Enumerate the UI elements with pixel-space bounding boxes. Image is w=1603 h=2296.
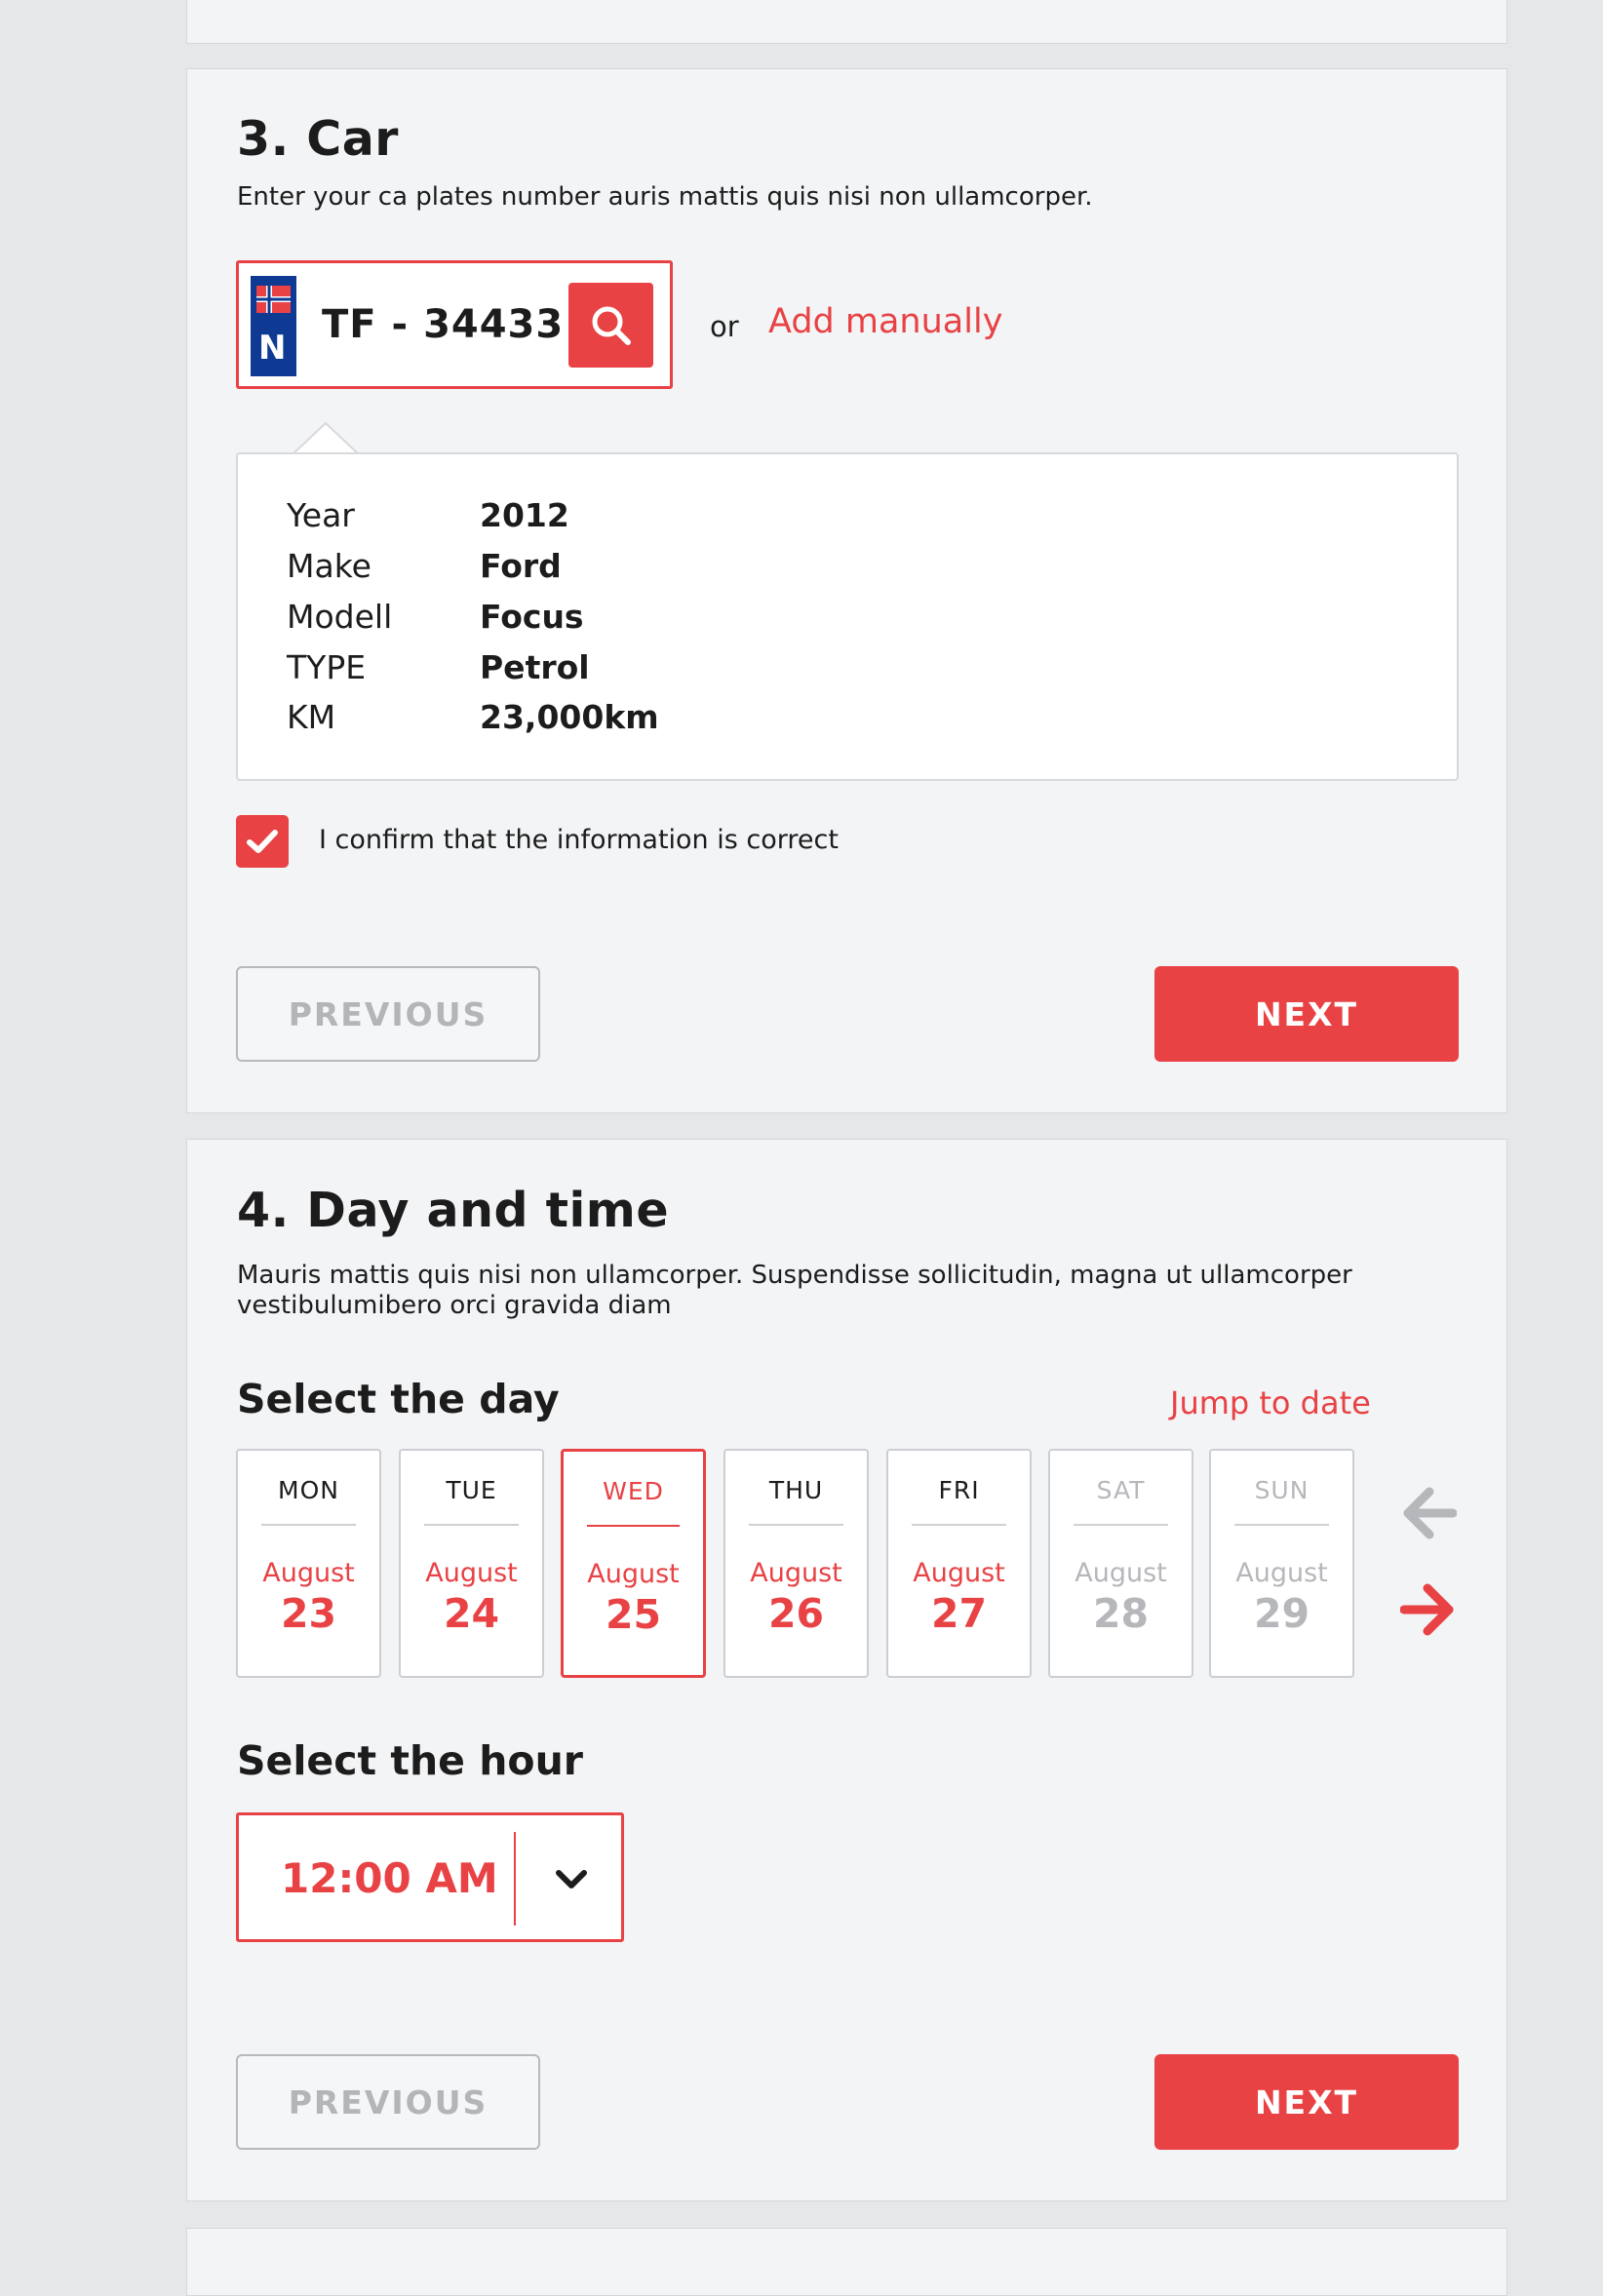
day-card-wed[interactable]: [561, 1449, 706, 1678]
day-card-fri[interactable]: [886, 1449, 1032, 1678]
jump-to-date-link[interactable]: Jump to date: [1170, 1384, 1371, 1421]
day-month: August: [1075, 1558, 1167, 1588]
info-label: Modell: [287, 598, 393, 636]
hour-select-divider: [514, 1832, 516, 1926]
confirm-checkbox[interactable]: [236, 815, 289, 868]
or-separator: or: [710, 310, 739, 343]
plate-number-input[interactable]: [236, 260, 673, 389]
info-value: 2012: [480, 496, 569, 534]
confirm-label[interactable]: I confirm that the information is correct: [319, 825, 839, 855]
hour-select[interactable]: [236, 1812, 624, 1942]
info-label: KM: [287, 698, 336, 736]
day-card-thu[interactable]: [723, 1449, 869, 1678]
arrow-left-icon[interactable]: [1400, 1486, 1457, 1540]
day-month: August: [425, 1558, 518, 1588]
info-row-type: [287, 648, 590, 686]
day-card-mon[interactable]: [236, 1449, 381, 1678]
day-number: 24: [443, 1590, 500, 1637]
day-name: SAT: [1096, 1476, 1146, 1504]
search-icon: [589, 303, 634, 348]
info-value: Petrol: [480, 648, 590, 686]
day-month: August: [913, 1558, 1005, 1588]
info-label: TYPE: [287, 648, 367, 686]
hour-value: 12:00 AM: [281, 1854, 498, 1902]
info-value: 23,000km: [480, 698, 659, 736]
day-name: THU: [768, 1476, 824, 1504]
day-next-button[interactable]: NEXT: [1154, 2054, 1459, 2150]
info-label: Make: [287, 547, 371, 585]
info-row-make: [287, 547, 562, 585]
chevron-down-icon: [554, 1868, 589, 1891]
day-month: August: [262, 1558, 355, 1588]
day-divider: [912, 1524, 1006, 1526]
day-time-step-title: 4. Day and time: [237, 1183, 670, 1238]
day-divider: [587, 1525, 680, 1527]
car-step-description: Enter your ca plates number auris mattis quis nisi non ullamcorper.: [237, 182, 1093, 212]
day-name: TUE: [446, 1476, 497, 1504]
description-line-2: vestibulumibero orci gravida diam: [237, 1291, 672, 1320]
day-card-sat: [1048, 1449, 1193, 1678]
check-icon: [246, 828, 279, 855]
day-card-sun: [1209, 1449, 1354, 1678]
plate-country-badge: [251, 276, 296, 376]
description-line-1: Mauris mattis quis nisi non ullamcorper. Suspendisse sollicitudin, magna ut ullamcorper: [237, 1261, 1352, 1290]
car-step-title: 3. Car: [237, 111, 399, 167]
plate-number-value[interactable]: TF - 34433: [322, 302, 565, 347]
day-name: SUN: [1254, 1476, 1310, 1504]
day-number: 25: [605, 1591, 662, 1638]
day-time-description: [237, 1261, 1352, 1321]
day-number: 26: [767, 1590, 825, 1637]
day-divider: [1074, 1524, 1168, 1526]
info-value: Focus: [480, 598, 584, 636]
arrow-right-icon[interactable]: [1400, 1581, 1459, 1638]
info-row-model: [287, 598, 584, 636]
info-box-caret: [291, 421, 361, 456]
car-previous-button[interactable]: PREVIOUS: [236, 966, 540, 1062]
day-month: August: [587, 1559, 680, 1589]
day-number: 27: [930, 1590, 988, 1637]
plate-country-code: N: [258, 329, 287, 368]
info-row-year: [287, 496, 569, 534]
day-divider: [749, 1524, 843, 1526]
day-previous-button[interactable]: PREVIOUS: [236, 2054, 540, 2150]
plate-search-button[interactable]: [568, 283, 653, 368]
car-info-box: [236, 452, 1459, 781]
day-number: 29: [1253, 1590, 1310, 1637]
day-divider: [261, 1524, 356, 1526]
previous-step-panel: [186, 0, 1507, 44]
day-month: August: [750, 1558, 842, 1588]
day-card-tue[interactable]: [399, 1449, 544, 1678]
info-value: Ford: [480, 547, 562, 585]
day-number: 23: [280, 1590, 337, 1637]
car-next-button[interactable]: NEXT: [1154, 966, 1459, 1062]
select-day-heading: Select the day: [237, 1376, 560, 1422]
next-step-panel: [186, 2228, 1507, 2296]
add-manually-link[interactable]: Add manually: [768, 302, 1003, 341]
day-name: MON: [278, 1476, 339, 1504]
day-divider: [1234, 1524, 1329, 1526]
info-row-km: [287, 698, 659, 736]
day-month: August: [1235, 1558, 1328, 1588]
select-hour-heading: Select the hour: [237, 1737, 584, 1784]
day-name: WED: [603, 1477, 664, 1505]
day-name: FRI: [938, 1476, 980, 1504]
day-number: 28: [1092, 1590, 1150, 1637]
day-divider: [424, 1524, 519, 1526]
info-label: Year: [287, 496, 355, 534]
norway-flag-icon: [256, 286, 291, 313]
